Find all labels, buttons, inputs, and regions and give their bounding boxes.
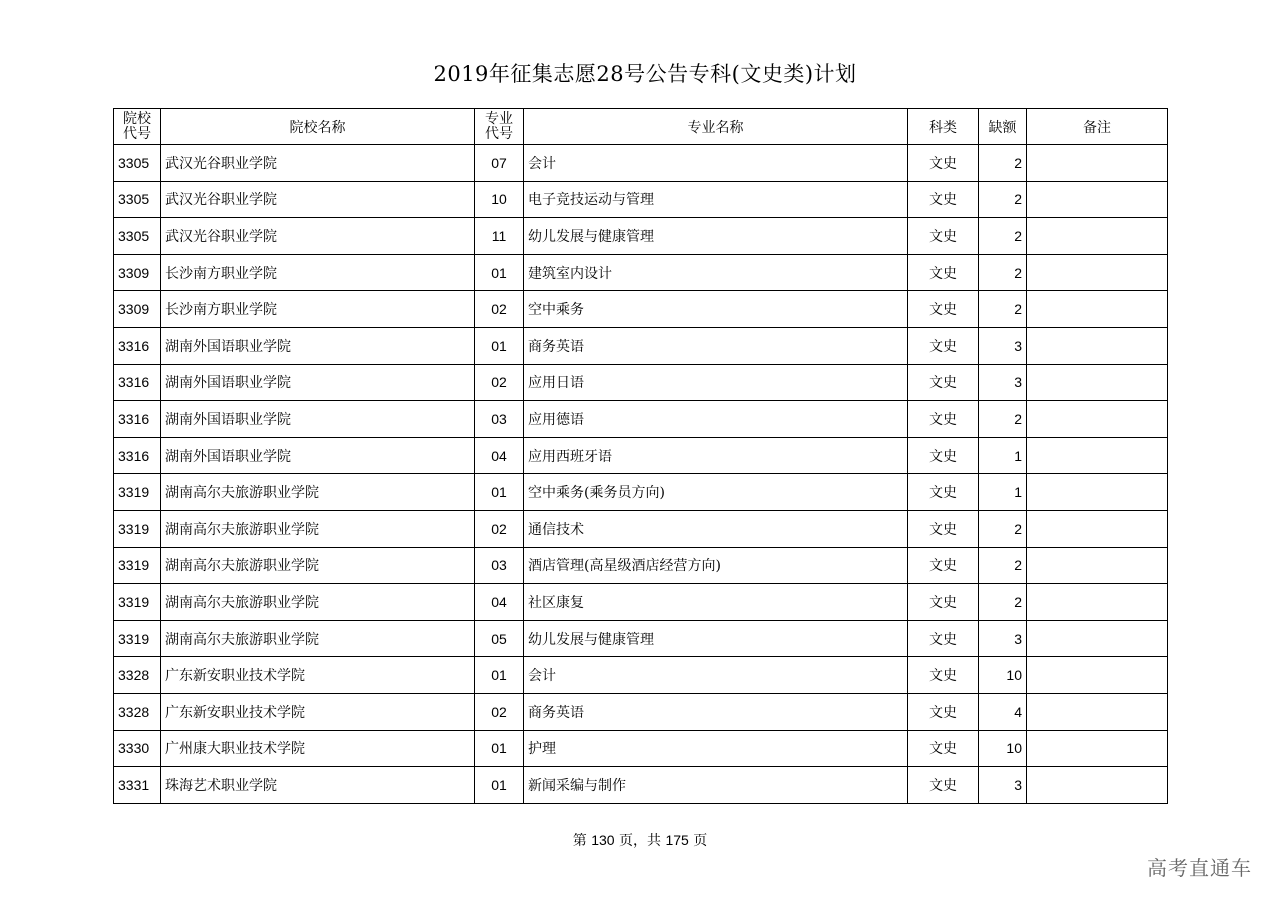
major-name-cell: 新闻采编与制作 <box>524 767 908 804</box>
major-name-cell: 护理 <box>524 730 908 767</box>
major-code-cell: 01 <box>475 254 524 291</box>
school-code-cell: 3319 <box>114 474 161 511</box>
table-row <box>114 364 1168 401</box>
category-cell: 文史 <box>908 584 979 621</box>
category-cell: 文史 <box>908 510 979 547</box>
header-note: 备注 <box>1027 109 1168 145</box>
major-code-cell: 03 <box>475 401 524 438</box>
major-name-cell: 会计 <box>524 657 908 694</box>
header-major-code: 专业代号 <box>475 109 524 145</box>
table-row <box>114 510 1168 547</box>
quota-cell: 2 <box>979 181 1027 218</box>
school-code-cell: 3305 <box>114 218 161 255</box>
table-row <box>114 181 1168 218</box>
major-name-cell: 酒店管理(高星级酒店经营方向) <box>524 547 908 584</box>
school-code-cell: 3309 <box>114 291 161 328</box>
major-code-cell: 01 <box>475 730 524 767</box>
note-cell <box>1027 181 1168 218</box>
major-name-cell: 应用西班牙语 <box>524 437 908 474</box>
category-cell: 文史 <box>908 474 979 511</box>
school-code-cell: 3331 <box>114 767 161 804</box>
major-name-cell: 应用德语 <box>524 401 908 438</box>
major-code-cell: 02 <box>475 693 524 730</box>
header-row <box>114 109 1168 145</box>
table-row <box>114 291 1168 328</box>
major-code-cell: 02 <box>475 364 524 401</box>
note-cell <box>1027 364 1168 401</box>
major-name-cell: 空中乘务(乘务员方向) <box>524 474 908 511</box>
table-row <box>114 730 1168 767</box>
category-cell: 文史 <box>908 767 979 804</box>
note-cell <box>1027 693 1168 730</box>
category-cell: 文史 <box>908 291 979 328</box>
school-code-cell: 3328 <box>114 693 161 730</box>
quota-cell: 2 <box>979 510 1027 547</box>
table-header <box>114 109 1168 145</box>
major-name-cell: 社区康复 <box>524 584 908 621</box>
quota-cell: 2 <box>979 401 1027 438</box>
note-cell <box>1027 767 1168 804</box>
note-cell <box>1027 401 1168 438</box>
school-name-cell: 广州康大职业技术学院 <box>161 730 475 767</box>
note-cell <box>1027 657 1168 694</box>
major-code-cell: 10 <box>475 181 524 218</box>
footer-middle: 页，共 <box>619 833 661 849</box>
quota-cell: 1 <box>979 437 1027 474</box>
note-cell <box>1027 730 1168 767</box>
major-code-cell: 04 <box>475 584 524 621</box>
major-name-cell: 商务英语 <box>524 693 908 730</box>
school-code-cell: 3305 <box>114 181 161 218</box>
category-cell: 文史 <box>908 547 979 584</box>
table-row <box>114 693 1168 730</box>
school-code-cell: 3330 <box>114 730 161 767</box>
category-cell: 文史 <box>908 401 979 438</box>
header-quota: 缺额 <box>979 109 1027 145</box>
school-name-cell: 武汉光谷职业学院 <box>161 181 475 218</box>
major-name-cell: 电子竞技运动与管理 <box>524 181 908 218</box>
major-name-cell: 应用日语 <box>524 364 908 401</box>
footer-total-pages: 175 <box>665 832 689 848</box>
table-row <box>114 401 1168 438</box>
note-cell <box>1027 218 1168 255</box>
category-cell: 文史 <box>908 181 979 218</box>
quota-cell: 2 <box>979 145 1027 182</box>
major-name-cell: 商务英语 <box>524 327 908 364</box>
major-name-cell: 建筑室内设计 <box>524 254 908 291</box>
school-name-cell: 湖南外国语职业学院 <box>161 437 475 474</box>
category-cell: 文史 <box>908 145 979 182</box>
school-name-cell: 湖南高尔夫旅游职业学院 <box>161 474 475 511</box>
category-cell: 文史 <box>908 437 979 474</box>
major-code-cell: 01 <box>475 657 524 694</box>
major-code-cell: 05 <box>475 620 524 657</box>
quota-cell: 3 <box>979 767 1027 804</box>
table-row <box>114 218 1168 255</box>
school-code-cell: 3319 <box>114 620 161 657</box>
category-cell: 文史 <box>908 620 979 657</box>
quota-cell: 3 <box>979 327 1027 364</box>
watermark: 高考直通车 <box>1147 856 1252 880</box>
school-code-cell: 3316 <box>114 437 161 474</box>
category-cell: 文史 <box>908 730 979 767</box>
quota-cell: 3 <box>979 620 1027 657</box>
quota-cell: 2 <box>979 254 1027 291</box>
school-name-cell: 湖南高尔夫旅游职业学院 <box>161 584 475 621</box>
major-code-cell: 01 <box>475 327 524 364</box>
enrollment-plan-table <box>113 108 1168 804</box>
school-code-cell: 3316 <box>114 364 161 401</box>
footer-prefix: 第 <box>572 833 587 849</box>
table-row <box>114 437 1168 474</box>
major-name-cell: 空中乘务 <box>524 291 908 328</box>
quota-cell: 2 <box>979 547 1027 584</box>
category-cell: 文史 <box>908 254 979 291</box>
major-name-cell: 幼儿发展与健康管理 <box>524 620 908 657</box>
school-name-cell: 湖南外国语职业学院 <box>161 401 475 438</box>
note-cell <box>1027 510 1168 547</box>
major-code-cell: 01 <box>475 767 524 804</box>
quota-cell: 2 <box>979 291 1027 328</box>
school-code-cell: 3309 <box>114 254 161 291</box>
school-code-cell: 3328 <box>114 657 161 694</box>
table-row <box>114 254 1168 291</box>
note-cell <box>1027 620 1168 657</box>
quota-cell: 10 <box>979 730 1027 767</box>
school-code-cell: 3319 <box>114 510 161 547</box>
quota-cell: 10 <box>979 657 1027 694</box>
major-code-cell: 01 <box>475 474 524 511</box>
major-name-cell: 会计 <box>524 145 908 182</box>
school-name-cell: 湖南高尔夫旅游职业学院 <box>161 620 475 657</box>
category-cell: 文史 <box>908 657 979 694</box>
table-row <box>114 547 1168 584</box>
school-name-cell: 长沙南方职业学院 <box>161 291 475 328</box>
table-row <box>114 327 1168 364</box>
category-cell: 文史 <box>908 218 979 255</box>
major-code-cell: 02 <box>475 291 524 328</box>
major-code-cell: 11 <box>475 218 524 255</box>
table-row <box>114 767 1168 804</box>
school-code-cell: 3319 <box>114 584 161 621</box>
major-code-cell: 03 <box>475 547 524 584</box>
category-cell: 文史 <box>908 364 979 401</box>
school-name-cell: 湖南高尔夫旅游职业学院 <box>161 510 475 547</box>
note-cell <box>1027 291 1168 328</box>
school-name-cell: 武汉光谷职业学院 <box>161 218 475 255</box>
table-row <box>114 620 1168 657</box>
table-row <box>114 584 1168 621</box>
quota-cell: 4 <box>979 693 1027 730</box>
note-cell <box>1027 327 1168 364</box>
category-cell: 文史 <box>908 693 979 730</box>
header-major-name: 专业名称 <box>524 109 908 145</box>
school-code-cell: 3316 <box>114 327 161 364</box>
page-footer <box>0 830 1280 850</box>
school-name-cell: 湖南高尔夫旅游职业学院 <box>161 547 475 584</box>
school-code-cell: 3319 <box>114 547 161 584</box>
category-cell: 文史 <box>908 327 979 364</box>
header-school-code: 院校代号 <box>114 109 161 145</box>
quota-cell: 2 <box>979 584 1027 621</box>
major-name-cell: 通信技术 <box>524 510 908 547</box>
major-code-cell: 02 <box>475 510 524 547</box>
quota-cell: 2 <box>979 218 1027 255</box>
quota-cell: 3 <box>979 364 1027 401</box>
footer-page-number: 130 <box>591 832 615 848</box>
note-cell <box>1027 474 1168 511</box>
school-name-cell: 广东新安职业技术学院 <box>161 657 475 694</box>
footer-suffix: 页 <box>693 833 708 849</box>
note-cell <box>1027 145 1168 182</box>
table-row <box>114 657 1168 694</box>
header-category: 科类 <box>908 109 979 145</box>
school-name-cell: 湖南外国语职业学院 <box>161 327 475 364</box>
quota-cell: 1 <box>979 474 1027 511</box>
note-cell <box>1027 584 1168 621</box>
table-body <box>114 145 1168 804</box>
note-cell <box>1027 437 1168 474</box>
school-name-cell: 长沙南方职业学院 <box>161 254 475 291</box>
school-name-cell: 广东新安职业技术学院 <box>161 693 475 730</box>
major-code-cell: 07 <box>475 145 524 182</box>
note-cell <box>1027 254 1168 291</box>
header-school-name: 院校名称 <box>161 109 475 145</box>
school-name-cell: 武汉光谷职业学院 <box>161 145 475 182</box>
school-code-cell: 3305 <box>114 145 161 182</box>
major-code-cell: 04 <box>475 437 524 474</box>
school-code-cell: 3316 <box>114 401 161 438</box>
school-name-cell: 湖南外国语职业学院 <box>161 364 475 401</box>
major-name-cell: 幼儿发展与健康管理 <box>524 218 908 255</box>
page-title: 2019年征集志愿28号公告专科(文史类)计划 <box>433 62 857 86</box>
table-row <box>114 145 1168 182</box>
note-cell <box>1027 547 1168 584</box>
table-row <box>114 474 1168 511</box>
school-name-cell: 珠海艺术职业学院 <box>161 767 475 804</box>
